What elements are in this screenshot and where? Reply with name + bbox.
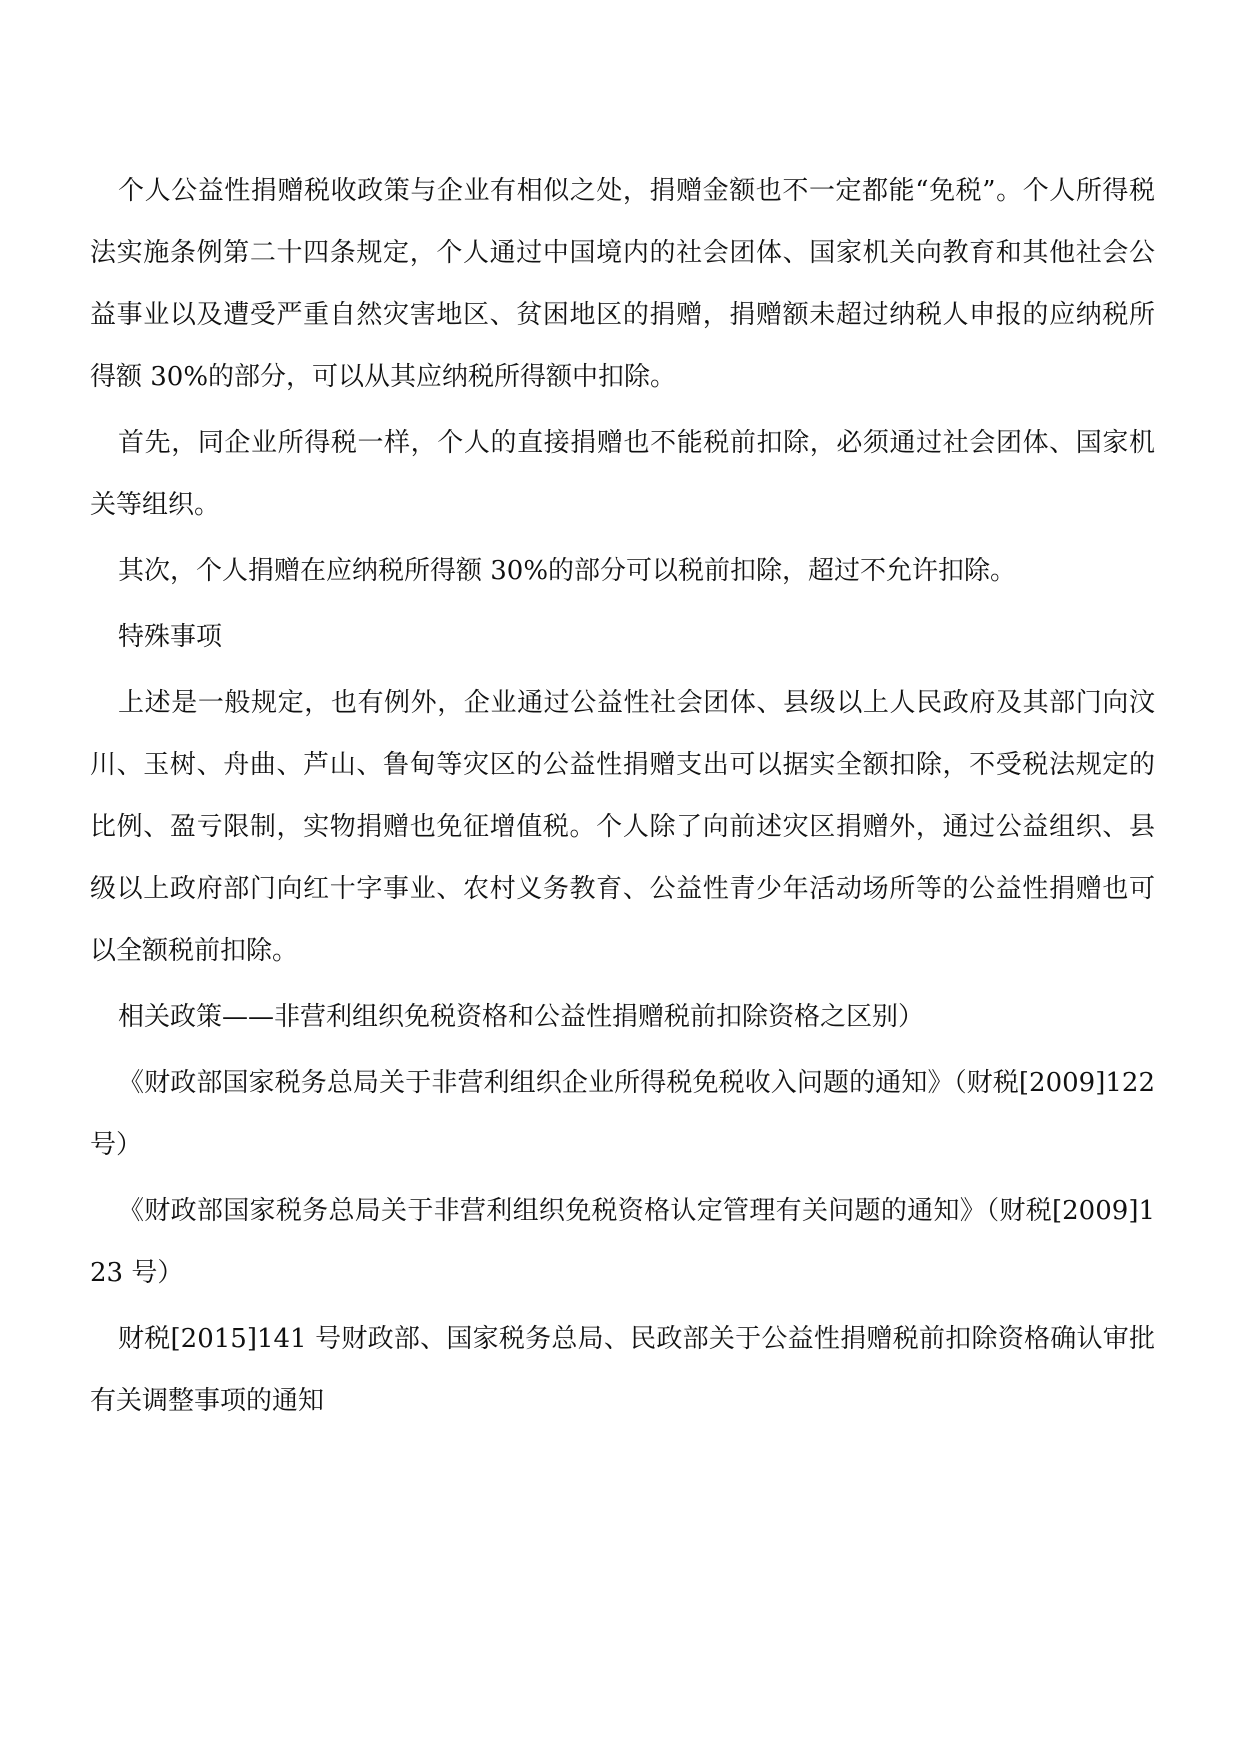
document-body xyxy=(90,160,1155,1436)
paragraph-individual-donation-policy: 个人公益性捐赠税收政策与企业有相似之处，捐赠金额也不一定都能“免税”。个人所得税法实施条例第二十四条规定，个人通过中国境内的社会团体、国家机关向教育和其他社会公益事业以及遭受严重自然灾害地区、贫困地区的捐赠，捐赠额未超过纳税人申报的应纳税所得额 30%的部分，可以从其应纳税所得额中扣除。 xyxy=(90,176,1155,392)
section-heading-related-policies: 相关政策——非营利组织免税资格和公益性捐赠税前扣除资格之区别） xyxy=(118,1002,925,1032)
policy-reference-122: 《财政部国家税务总局关于非营利组织企业所得税免税收入问题的通知》（财税[2009]122 号） xyxy=(90,1068,1155,1160)
section-heading-special-matters: 特殊事项 xyxy=(118,622,223,652)
paragraph-firstly: 首先，同企业所得税一样，个人的直接捐赠也不能税前扣除，必须通过社会团体、国家机关等组织。 xyxy=(90,428,1155,520)
policy-reference-123: 《财政部国家税务总局关于非营利组织免税资格认定管理有关问题的通知》（财税[2009]123 号） xyxy=(90,1196,1155,1288)
paragraph-secondly: 其次，个人捐赠在应纳税所得额 30%的部分可以税前扣除，超过不允许扣除。 xyxy=(118,556,1017,586)
paragraph-exceptions: 上述是一般规定，也有例外，企业通过公益性社会团体、县级以上人民政府及其部门向汶川、玉树、舟曲、芦山、鲁甸等灾区的公益性捐赠支出可以据实全额扣除，不受税法规定的比例、盈亏限制，实物捐赠也免征增值税。个人除了向前述灾区捐赠外，通过公益组织、县级以上政府部门向红十字事业、农村义务教育、公益性青少年活动场所等的公益性捐赠也可以全额税前扣除。 xyxy=(90,688,1155,966)
policy-reference-141: 财税[2015]141 号财政部、国家税务总局、民政部关于公益性捐赠税前扣除资格确认审批有关调整事项的通知 xyxy=(90,1324,1155,1416)
